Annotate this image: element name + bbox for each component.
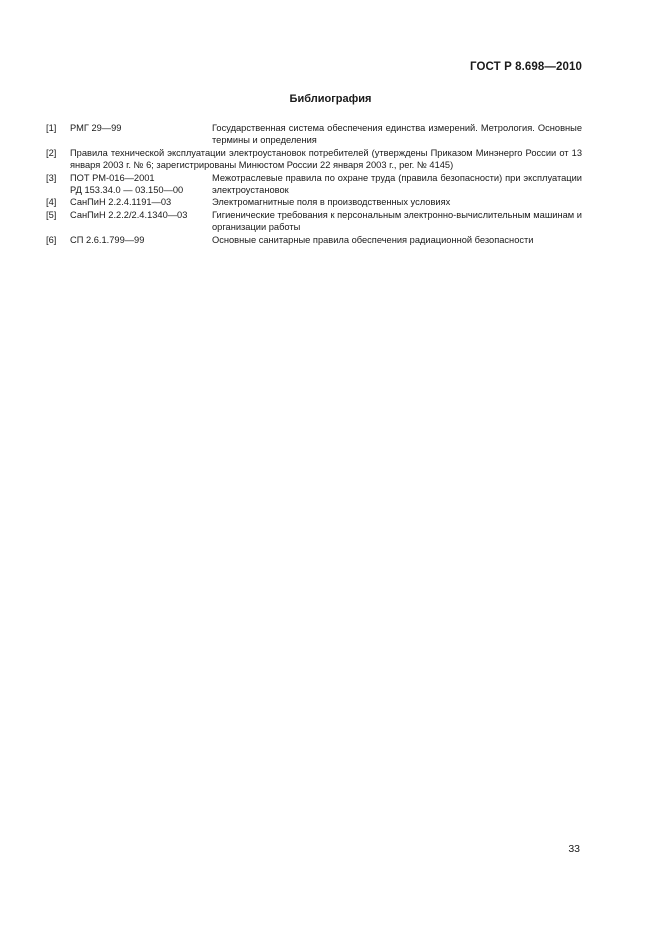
entry-text: Правила технической эксплуатации электроустановок потребителей (утверждены Приказом Минэнерго России от 13 января 2003 г. № 6; зарегистрированы Минюстом России 22 января 2003 г., рег. № 4145) xyxy=(70,147,582,171)
bibliography-title: Библиография xyxy=(289,93,372,105)
bibliography-entry-4 xyxy=(46,196,582,208)
entry-number: [6] xyxy=(46,234,57,245)
entry-text: Электромагнитные поля в производственных условиях xyxy=(212,197,451,208)
entry-text: Государственная система обеспечения единства измерений. Метрология. Основные термины и определения xyxy=(212,123,582,146)
entry-text: Межотраслевые правила по охране труда (правила безопасности) при эксплуатации электроустановок xyxy=(212,172,582,196)
document-code: ГОСТ Р 8.698—2010 xyxy=(470,61,582,73)
entry-text: Основные санитарные правила обеспечения радиационной безопасности xyxy=(212,234,534,245)
entry-code: СанПиН 2.2.2/2.4.1340—03 xyxy=(70,209,188,220)
entry-number: [2] xyxy=(46,147,57,158)
entry-code: СП 2.6.1.799—99 xyxy=(70,234,145,245)
bibliography-entry-3 xyxy=(46,172,582,197)
bibliography-list xyxy=(46,122,582,246)
bibliography-entry-1 xyxy=(46,122,582,147)
entry-text: Гигиенические требования к персональным электронно-вычислительным машинам и организации работы xyxy=(212,209,582,233)
entry-number: [5] xyxy=(46,209,57,220)
entry-code-secondary: РД 153.34.0 — 03.150—00 xyxy=(70,185,184,196)
entry-code: СанПиН 2.2.4.1191—03 xyxy=(70,197,172,208)
entry-number: [3] xyxy=(46,172,57,183)
entry-code: РМГ 29—99 xyxy=(70,123,122,133)
page-number: 33 xyxy=(568,843,580,855)
bibliography-entry-6 xyxy=(46,234,582,246)
entry-code xyxy=(70,172,210,197)
bibliography-entry-2 xyxy=(46,147,582,172)
bibliography-entry-5 xyxy=(46,209,582,234)
entry-number: [4] xyxy=(46,197,57,208)
entry-code-primary: ПОТ РМ-016—2001 xyxy=(70,172,155,183)
entry-number: [1] xyxy=(46,123,57,133)
